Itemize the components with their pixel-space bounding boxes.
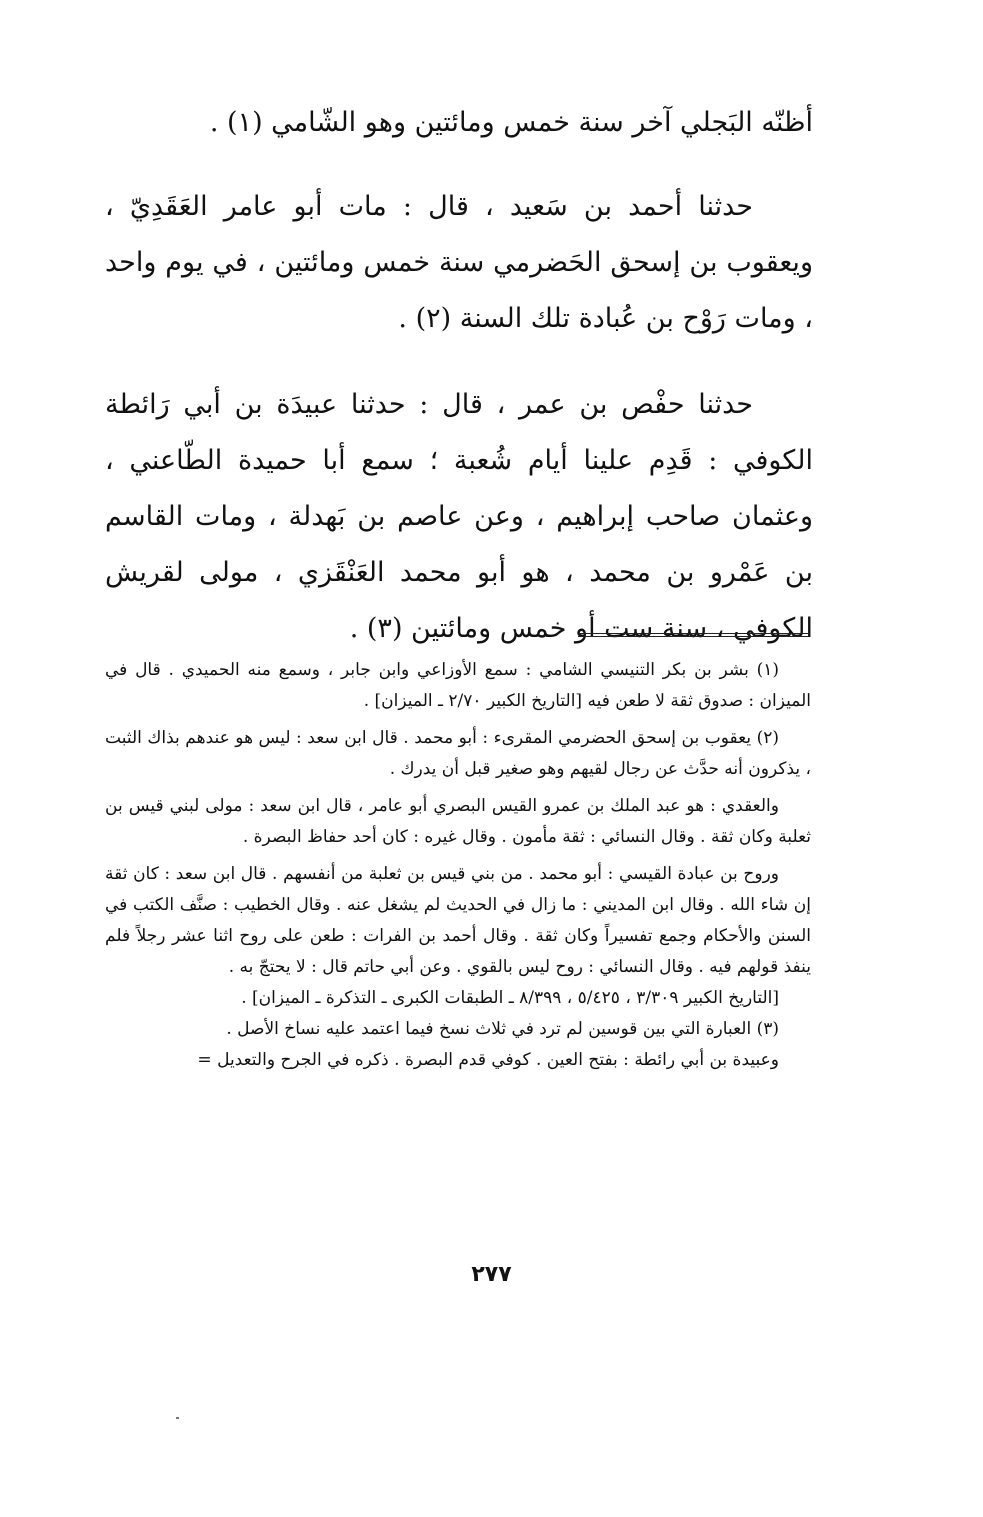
footnotes [105, 655, 811, 1076]
main-paragraph-2: حدثنا أحمد بن سَعيد ، قال : مات أبو عامر العَقَدِيّ ، ويعقوب بن إسحق الحَضرمي سنة خمس ومائتين ، في يوم واحد ، ومات رَوْح بن عُبادة تلك السنة (٢) . [105, 191, 813, 334]
footnote-2-rawh: وروح بن عبادة القيسي : أبو محمد . من بني قيس بن ثعلبة من أنفسهم . قال ابن سعد : كان ثقة إن شاء الله . وقال ابن المديني : ما زال في الحديث لم يشغل عنه . وقال الخطيب : صنَّف الكتب في السنن والأحكام وجمع تفسيراً وكان ثقة . وقال أحمد بن الفرات : طعن على روح اثنا عشر رجلاً فلم ينفذ قولهم فيه . وقال النسائي : روح ليس بالقوي . وعن أبي حاتم قال : لا يحتجّ به . [105, 864, 811, 977]
footnote-3-continued: وعبيدة بن أبي رائطة : بفتح العين . كوفي قدم البصرة . ذكره في الجرح والتعديل = [197, 1050, 779, 1070]
footnote-3: (٣) العبارة التي بين قوسين لم ترد في ثلاث نسخ فيما اعتمد عليه نساخ الأصل . [226, 1019, 779, 1039]
footnote-2-sources: [التاريخ الكبير ٣/٣٠٩ ، ٥/٤٢٥ ، ٨/٣٩٩ ـ الطبقات الكبرى ـ التذكرة ـ الميزان] . [241, 988, 779, 1008]
footnote-2: (٢) يعقوب بن إسحق الحضرمي المقرىء : أبو محمد . قال ابن سعد : ليس هو عندهم بذاك الثبت ، يذكرون أنه حدَّث عن رجال لقيهم وهو صغير قبل أن يدرك . [105, 728, 811, 779]
page-number: ٢٧٧ [471, 1262, 512, 1287]
main-text [105, 95, 813, 657]
scan-speck [176, 1417, 179, 1419]
main-paragraph-3: حدثنا حفْص بن عمر ، قال : حدثنا عبيدَة بن أبي رَائطة الكوفي : قَدِم علينا أيام شُعبة ؛ سمع أبا حميدة الطّاعني ، وعثمان صاحب إبراهيم ، وعن عاصم بن بَهدلة ، ومات القاسم بن عَمْرو بن محمد ، هو أبو محمد العَنْقَزي ، مولى لقريش الكوفي ، سنة ست أو خمس ومائتين (٣) . [105, 389, 813, 644]
footnote-divider [578, 633, 808, 634]
footnote-1: (١) بشر بن بكر التنيسي الشامي : سمع الأوزاعي وابن جابر ، وسمع منه الحميدي . قال في الميزان : صدوق ثقة لا طعن فيه [التاريخ الكبير ٢/٧٠ ـ الميزان] . [105, 660, 811, 711]
footnote-2-aqadi: والعقدي : هو عبد الملك بن عمرو القيس البصري أبو عامر ، قال ابن سعد : مولى لبني قيس بن ثعلبة وكان ثقة . وقال النسائي : ثقة مأمون . وقال غيره : كان أحد حفاظ البصرة . [105, 796, 811, 847]
main-paragraph-1: أظنّه البَجلي آخر سنة خمس ومائتين وهو الشّامي (١) . [209, 107, 813, 138]
